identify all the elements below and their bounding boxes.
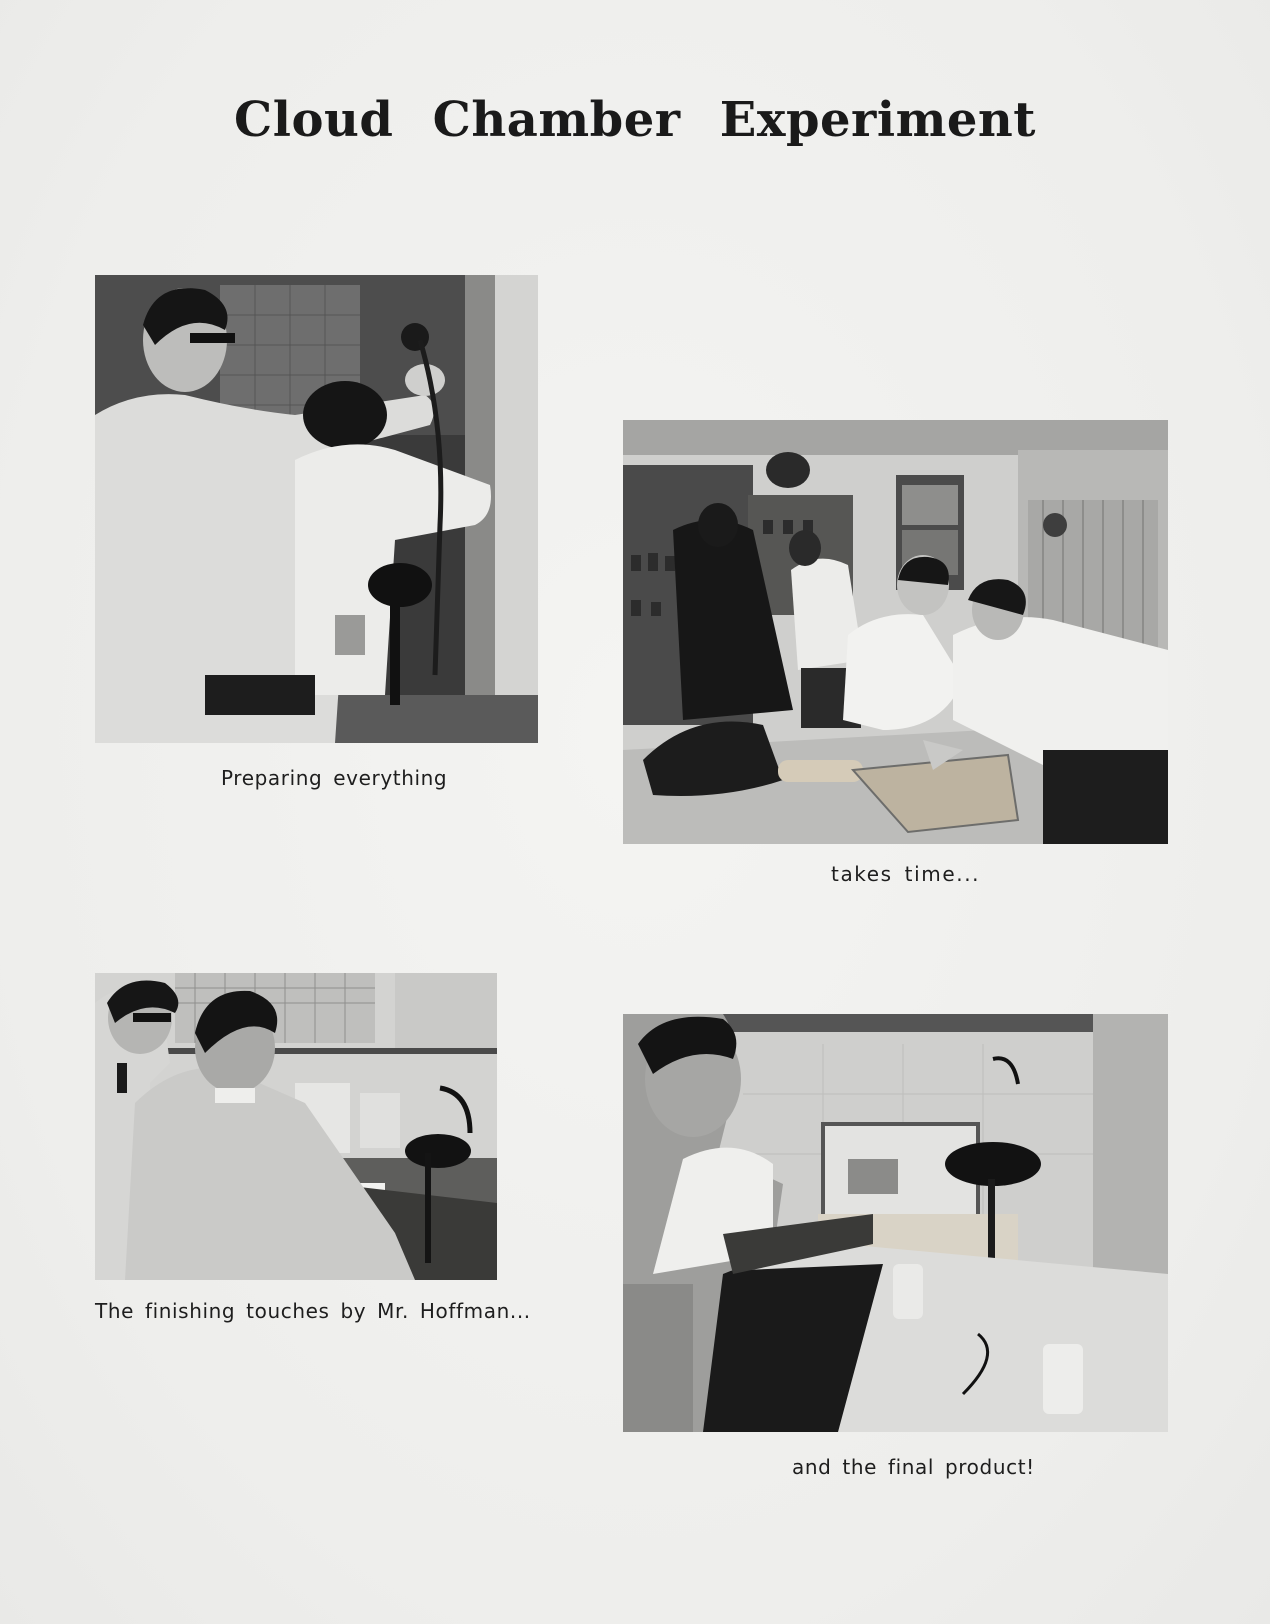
page-title: Cloud Chamber Experiment bbox=[234, 92, 1036, 148]
caption-preparing-everything: Preparing everything bbox=[221, 766, 448, 790]
caption-takes-time: takes time... bbox=[831, 862, 981, 886]
photo-takes-time bbox=[623, 420, 1168, 844]
caption-final-product: and the final product! bbox=[792, 1455, 1035, 1479]
photo-preparing-everything bbox=[95, 275, 538, 743]
photo-final-product bbox=[623, 1014, 1168, 1432]
photo-finishing-touches bbox=[95, 973, 497, 1280]
caption-finishing-touches: The finishing touches by Mr. Hoffman... bbox=[95, 1299, 531, 1323]
